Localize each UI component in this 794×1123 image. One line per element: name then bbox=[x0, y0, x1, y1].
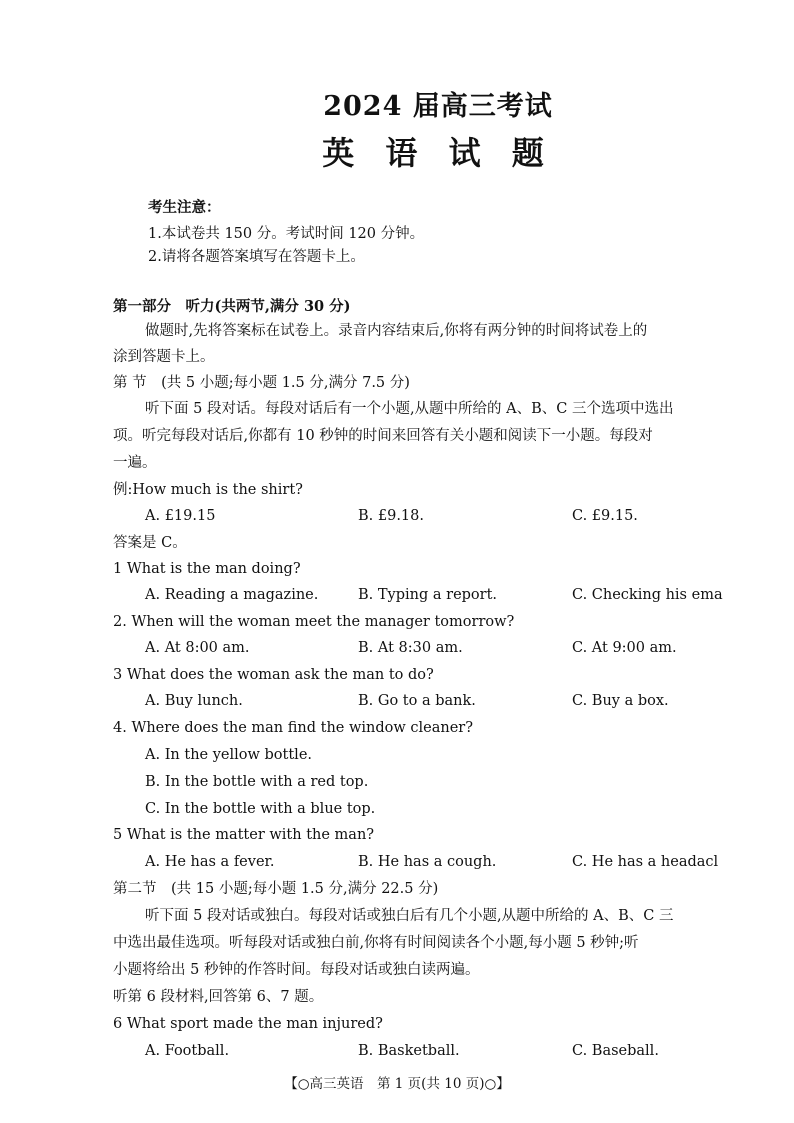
section1-instr-line1: 听下面 5 段对话。每段对话后有一个小题,从题中所给的 A、B、C 三个选项中选出 bbox=[145, 401, 674, 417]
section2-instr-line3: 小题将给出 5 秒钟的作答时间。每段对话或独白读两遍。 bbox=[113, 962, 480, 978]
question-4-option-b: B. In the bottle with a red top. bbox=[145, 774, 369, 790]
section1-heading: 第 节 (共 5 小题;每小题 1.5 分,满分 7.5 分) bbox=[113, 375, 410, 391]
question-5-stem: 5 What is the matter with the man? bbox=[113, 827, 375, 843]
example-option-b: B. £9.18. bbox=[358, 508, 424, 524]
question-1-option-c: C. Checking his ema bbox=[572, 587, 723, 603]
exam-title-subject: 英 语 试 题 bbox=[322, 134, 554, 172]
section2-material: 听第 6 段材料,回答第 6、7 题。 bbox=[113, 989, 324, 1005]
question-2-option-c: C. At 9:00 am. bbox=[572, 640, 677, 656]
example-option-c: C. £9.15. bbox=[572, 508, 638, 524]
question-4-stem: 4. Where does the man find the window cleaner? bbox=[113, 720, 474, 736]
question-6-option-c: C. Baseball. bbox=[572, 1043, 659, 1059]
question-1-option-a: A. Reading a magazine. bbox=[145, 587, 319, 603]
notice-heading: 考生注意： bbox=[148, 199, 221, 216]
question-5-option-b: B. He has a cough. bbox=[358, 854, 497, 870]
example-question: 例:How much is the shirt? bbox=[113, 482, 303, 498]
section2-heading: 第二节 (共 15 小题;每小题 1.5 分,满分 22.5 分) bbox=[113, 881, 439, 897]
question-4-option-a: A. In the yellow bottle. bbox=[145, 747, 313, 763]
part1-heading: 第一部分 听力(共两节,满分 30 分) bbox=[113, 298, 351, 315]
notice-item-1: 1.本试卷共 150 分。考试时间 120 分钟。 bbox=[148, 226, 425, 242]
question-6-option-b: B. Basketball. bbox=[358, 1043, 460, 1059]
section1-instr-line2: 项。听完每段对话后,你都有 10 秒钟的时间来回答有关小题和阅读下一小题。每段对 bbox=[113, 428, 653, 444]
part1-intro-line1: 做题时,先将答案标在试卷上。录音内容结束后,你将有两分钟的时间将试卷上的 bbox=[145, 323, 648, 339]
section2-instr-line1: 听下面 5 段对话或独白。每段对话或独白后有几个小题,从题中所给的 A、B、C 三 bbox=[145, 908, 674, 924]
exam-title-year: 2024 届高三考试 bbox=[323, 91, 553, 122]
question-5-option-a: A. He has a fever. bbox=[145, 854, 275, 870]
part1-intro-line2: 涂到答题卡上。 bbox=[113, 349, 215, 365]
question-3-option-b: B. Go to a bank. bbox=[358, 693, 476, 709]
notice-item-2: 2.请将各题答案填写在答题卡上。 bbox=[148, 249, 365, 265]
question-4-option-c: C. In the bottle with a blue top. bbox=[145, 801, 376, 817]
question-5-option-c: C. He has a headacl bbox=[572, 854, 719, 870]
section2-instr-line2: 中选出最佳选项。听每段对话或独白前,你将有时间阅读各个小题,每小题 5 秒钟;听 bbox=[113, 935, 639, 951]
question-1-option-b: B. Typing a report. bbox=[358, 587, 498, 603]
question-1-stem: 1 What is the man doing? bbox=[113, 561, 301, 577]
question-2-stem: 2. When will the woman meet the manager tomorrow? bbox=[113, 614, 515, 630]
question-2-option-b: B. At 8:30 am. bbox=[358, 640, 463, 656]
page-footer: 【○高三英语 第 1 页(共 10 页)○】 bbox=[284, 1076, 510, 1092]
example-option-a: A. £19.15 bbox=[145, 508, 216, 524]
question-3-option-c: C. Buy a box. bbox=[572, 693, 669, 709]
example-answer: 答案是 C。 bbox=[113, 535, 187, 551]
question-6-option-a: A. Football. bbox=[145, 1043, 230, 1059]
section1-instr-line3: 一遍。 bbox=[113, 455, 157, 471]
question-6-stem: 6 What sport made the man injured? bbox=[113, 1016, 383, 1032]
question-2-option-a: A. At 8:00 am. bbox=[145, 640, 250, 656]
question-3-stem: 3 What does the woman ask the man to do? bbox=[113, 667, 434, 683]
question-3-option-a: A. Buy lunch. bbox=[145, 693, 243, 709]
